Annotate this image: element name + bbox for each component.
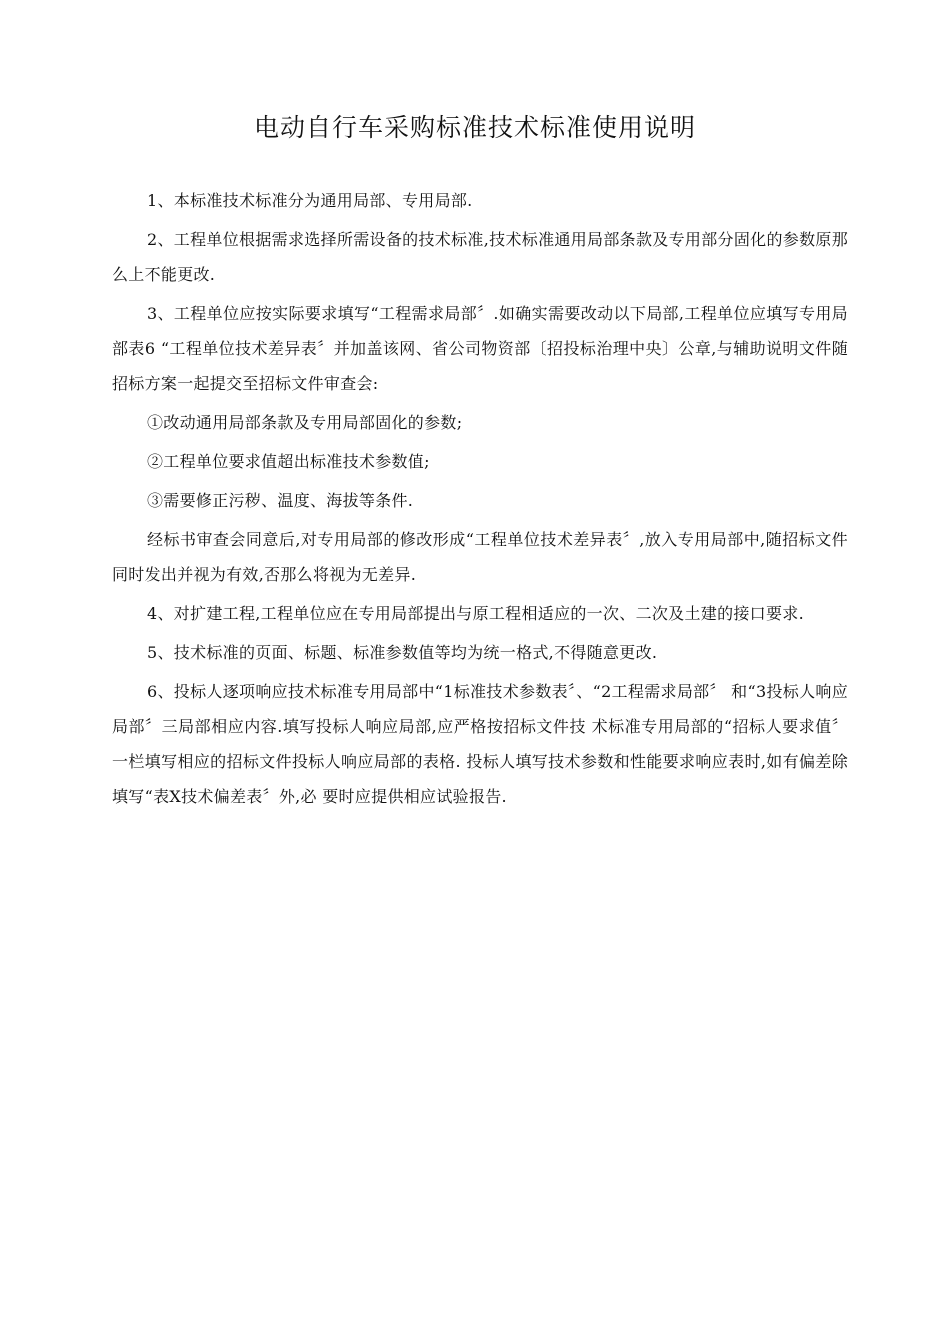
list-item-3: ③需要修正污秽、温度、海拔等条件. — [147, 491, 414, 510]
paragraph-4: 4、对扩建工程,工程单位应在专用局部提出与原工程相适应的一次、二次及土建的接口要求. — [147, 604, 804, 623]
document-body — [112, 183, 848, 818]
paragraph-2: 2、工程单位根据需求选择所需设备的技术标准,技术标准通用局部条款及专用部分固化的参数原那么上不能更改. — [112, 230, 848, 284]
list-item-2: ②工程单位要求值超出标准技术参数值; — [147, 452, 430, 471]
paragraph-6: 6、投标人逐项响应技术标准专用局部中“1标准技术参数表〞、“2工程需求局部〞 和“3投标人响应局部〞三局部相应内容.填写投标人响应局部,应严格按招标文件技 术标准专用局部的“招标人要求值〞一栏填写相应的招标文件投标人响应局部的表格. 投标人填写技术参数和性能要求响应表时,如有偏差除填写“表X技术偏差表〞外,必 要时应提供相应试验报告. — [112, 682, 848, 806]
document-title: 电动自行车采购标准技术标准使用说明 — [253, 113, 696, 142]
paragraph-3: 3、工程单位应按实际要求填写“工程需求局部〞.如确实需要改动以下局部,工程单位应填写专用局部表6 “工程单位技术差异表〞并加盖该网、省公司物资部〔招投标治理中央〕公章,与辅助说明文件随招标方案一起提交至招标文件审查会: — [112, 304, 848, 393]
paragraph-5: 5、技术标准的页面、标题、标准参数值等均为统一格式,不得随意更改. — [147, 643, 658, 662]
list-item-1: ①改动通用局部条款及专用局部固化的参数; — [147, 413, 463, 432]
paragraph-review: 经标书审查会同意后,对专用局部的修改形成“工程单位技术差异表〞,放入专用局部中,随招标文件同时发出并视为有效,否那么将视为无差异. — [112, 530, 848, 584]
paragraph-1: 1、本标准技术标准分为通用局部、专用局部. — [147, 191, 473, 210]
